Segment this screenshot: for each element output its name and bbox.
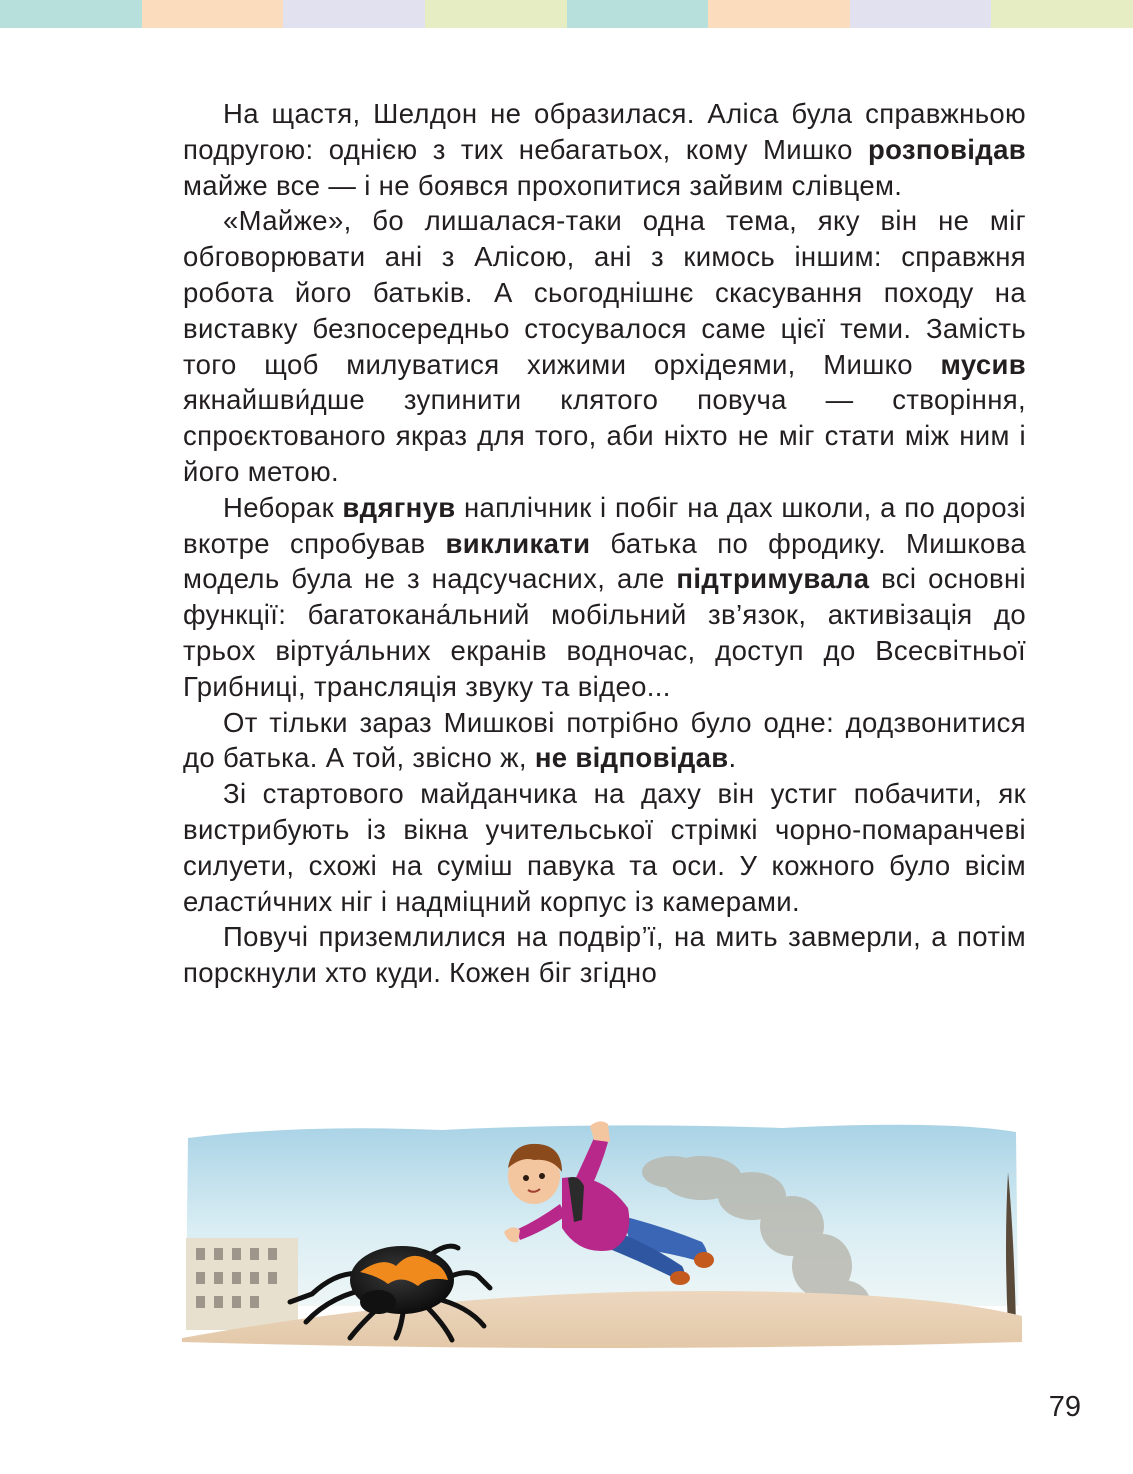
bold-word: вдягнув bbox=[342, 491, 456, 523]
text-run: От тільки зараз Мишкові потрібно було одне: додзвонитися до батька. А той, звісно ж, bbox=[183, 706, 1026, 774]
bold-word: розповідав bbox=[867, 133, 1026, 165]
strip-segment bbox=[991, 0, 1133, 28]
strip-segment bbox=[283, 0, 425, 28]
story-illustration bbox=[182, 1116, 1022, 1352]
text-run: Повучі приземлилися на подвір’ї, на мить завмерли, а потім порскнули хто куди. Кожен біг згідно bbox=[183, 921, 1026, 989]
strip-segment bbox=[0, 0, 142, 28]
text-run: Зі стартового майданчика на даху він устиг побачити, як вистрибують із вікна учительської стрімкі чорно-помаранчеві силуети, схожі на суміш павука та оси. У кожного було вісім еласти́чних ніг і надміцний корпус із камерами. bbox=[183, 778, 1026, 917]
paragraph bbox=[183, 490, 1026, 705]
school-building bbox=[186, 1238, 298, 1330]
text-run: «Майже», бо лишалася-таки одна тема, яку він не міг обговорювати ані з Алісою, ані з кимось іншим: справжня робота його батьків. А сьогоднішнє скасування походу на виставку безпосередньо стосувалося саме цієї теми. Замість того щоб милуватися хижими орхідеями, Мишко bbox=[183, 205, 1026, 380]
text-run: всі основні функції: багатокана́льний мобільний зв’язок, активізація до трьох віртуа́льних екранів водночас, доступ до Всесвітньої Грибниці, трансляція звуку та відео... bbox=[183, 563, 1026, 702]
text-run: . bbox=[728, 742, 737, 774]
strip-segment bbox=[850, 0, 992, 28]
text-run: На щастя, Шелдон не образилася. Аліса була справжньою подругою: однією з тих небагатьох, кому Мишко bbox=[183, 98, 1026, 165]
paragraph bbox=[183, 96, 1026, 203]
text-run: якнайшви́дше зупинити клятого повуча — створіння, спроєктованого якраз для того, аби ніхто не міг стати між ним і його метою. bbox=[183, 384, 1026, 487]
text-run: майже все — і не боявся прохопитися зайвим слівцем. bbox=[183, 169, 903, 201]
text-run: батька по фродику. Мишкова модель була не з надсучасних, але bbox=[183, 527, 1026, 595]
bold-word: підтримувала bbox=[676, 563, 870, 595]
story-text bbox=[183, 96, 1026, 991]
strip-segment bbox=[425, 0, 567, 28]
page-number: 79 bbox=[1048, 1391, 1081, 1423]
strip-segment bbox=[567, 0, 709, 28]
bold-word: мусив bbox=[940, 348, 1026, 380]
paragraph bbox=[183, 705, 1026, 777]
strip-segment bbox=[142, 0, 284, 28]
paragraph bbox=[183, 776, 1026, 919]
bold-word: викликати bbox=[445, 527, 591, 559]
text-run: наплічник і побіг на дах школи, а по дорозі вкотре спробував bbox=[183, 491, 1026, 559]
paragraph bbox=[183, 919, 1026, 991]
bold-word: не відповідав bbox=[534, 742, 729, 774]
decorative-color-strip bbox=[0, 0, 1133, 28]
strip-segment bbox=[708, 0, 850, 28]
text-run: Неборак bbox=[223, 491, 343, 523]
paragraph bbox=[183, 203, 1026, 489]
